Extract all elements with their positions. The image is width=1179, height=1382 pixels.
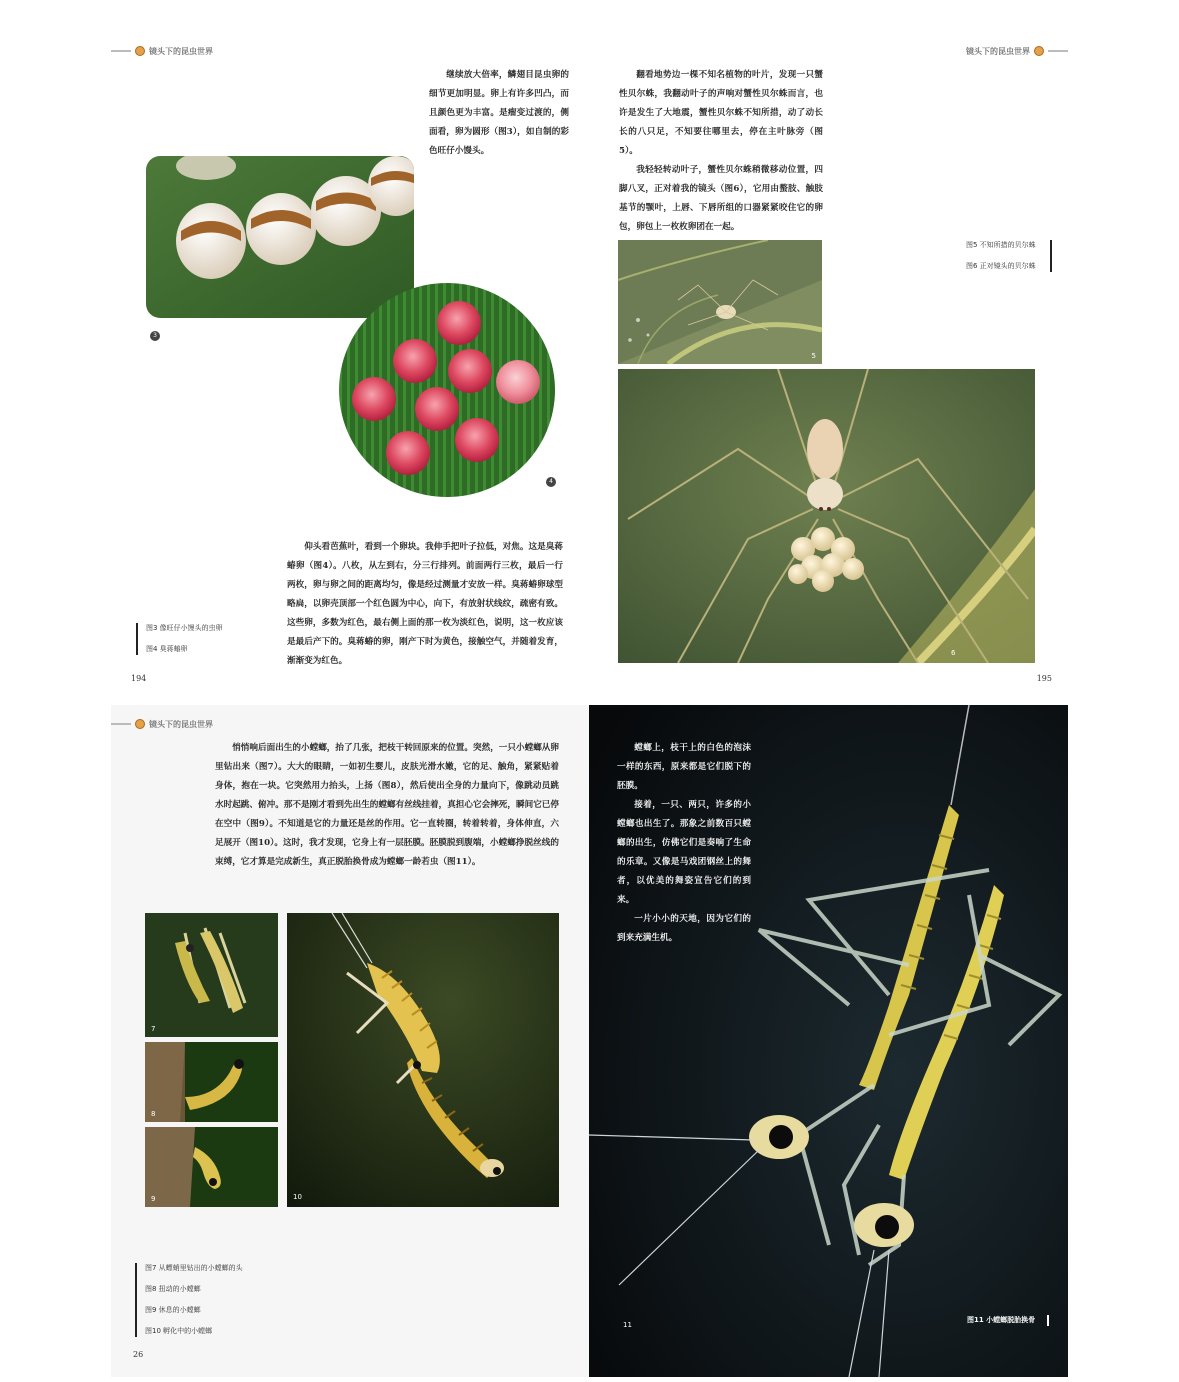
fig-number-7: 7 [151,1025,156,1033]
caption-fig6: 图6 正对镜头的贝尔蛛 [966,262,1036,270]
page-number-26: 26 [133,1350,144,1359]
photo-fig9-resting-mantis [145,1127,278,1207]
running-header-right: 镜头下的昆虫世界 [966,44,1068,58]
caption-fig10: 图10 孵化中的小螳螂 [145,1327,213,1335]
book-badge-icon [1034,46,1044,56]
caption-fig5: 图5 不知所措的贝尔蛛 [966,241,1036,249]
paragraph-mantis-birth: 螳螂上，枝干上的白色的泡沫一样的东西，原来都是它们脱下的胚膜。 接着，一只、两只，许多的小螳螂也出生了。那象之前数百只螳螂的出生，仿佛它们是奏响了生命的乐章。又像是马戏团钢丝上的舞者，以优美的舞姿宣告它们的到来。 一片小小的天地，因为它们的到来充满生机。 [617,743,751,943]
page-number-195: 195 [1036,674,1052,683]
fig-number-5: 5 [811,352,816,360]
spread-bottom-right-page [589,705,1068,1377]
running-header-left: 镜头下的昆虫世界 [111,44,213,58]
photo-fig5-spider-on-leaf [618,240,822,364]
caption-fig9: 图9 休息的小螳螂 [145,1306,201,1314]
caption-fig8: 图8 扭动的小螳螂 [145,1285,201,1293]
fig-number-10: 10 [293,1193,302,1201]
caption-fig7: 图7 从螵蛸里钻出的小螳螂的头 [145,1264,243,1272]
caption-fig11-text: 图11 小螳螂脱胎换骨 [967,1316,1036,1324]
book-badge-icon [135,46,145,56]
photo-fig6-spider-closeup [618,369,1035,663]
spread-top [111,40,1068,702]
running-header-left-2: 镜头下的昆虫世界 [111,717,213,731]
spread-bottom-left-page [111,705,589,1377]
caption-left-top [136,623,226,655]
photo-fig3-eggs [146,156,414,318]
fig-number-4: 4 [546,477,556,487]
photo-fig10-hatching-mantis [287,913,559,1207]
book-badge-icon [135,719,145,729]
caption-fig4: 图4 臭蒋蝽卵 [146,645,188,653]
caption-fig3: 图3 像旺仔小馒头的虫卵 [146,624,223,632]
page-number-194: 194 [131,674,147,683]
fig-number-8: 8 [151,1110,156,1118]
photo-fig7-hatchling-head [145,913,278,1037]
paragraph-spider: 翻看地势边一棵不知名植物的叶片，发现一只蟹性贝尔蛛，我翻动叶子的声响对蟹性贝尔蛛而言，也许是发生了大地震，蟹性贝尔蛛不知所措，动了动长长的八只足，不知要往哪里去，停在主叶脉旁（图5）。 我轻轻转动叶子，蟹性贝尔蛛稍微移动位置，四脚八叉，正对着我的镜头（图6），它用由螯肢、触肢基节的颚叶，上唇、下唇所组的口器紧紧咬住它的卵包，卵包上一枚枚卵团在一起。 [619,70,823,232]
paragraph-mantis-hatching: 悄悄响后面出生的小螳螂，抬了几张，把枝干转回原来的位置。突然，一只小螳螂从卵里钻出来（图7）。大大的眼睛，一如初生婴儿，皮肤光滑水嫩，它的足、触角，紧紧贴着身体，抱在一块。它突然用力抬头，上扬（图8），然后使出全身的力量向下，像跳动员跳水时起跳、俯冲。那不是刚才看到先出生的螳螂有丝线挂着，真担心它会摔死，瞬间它已停在空中（图9）。不知道是它的力量还是丝的作用。它一直转圈，转着转着，身体伸直，六足展开（图10）。这时，我才发现，它身上有一层胚膜。胚膜脱到腹端，小螳螂挣脱丝线的束缚，它才算是完成新生，真正脱胎换骨成为螳螂一龄若虫（图11）。 [215,743,559,867]
caption-spread2-left [135,1263,305,1337]
fig-number-9: 9 [151,1195,156,1203]
paragraph-eggs: 继续放大倍率，鳞翅目昆虫卵的细节更加明显。卵上有许多凹凸，而且颜色更为丰富。是瘤变过渡的，侧面看，卵为圆形（图3），如自制的彩色旺仔小馒头。 [429,70,569,156]
caption-fig11 [967,1315,1049,1326]
paragraph-stinkbug: 仰头看芭蕉叶，看到一个卵块。我伸手把叶子拉低，对焦。这是臭蒋蝽卵（图4）。八枚，从左到右，分三行排列。前面两行三枚，最后一行两枚，卵与卵之间的距离均匀，像是经过测量才安放一样。臭蒋蝽卵球型略扁，以卵壳顶部一个红色圆为中心，向下，有放射状线纹，疏密有致。这些卵，多数为红色，最右侧上面的那一枚为淡红色，说明，这一枚应该是最后产下的。臭蒋蝽的卵，刚产下时为黄色，接触空气，并随着发育，渐渐变为红色。 [287,542,563,666]
photo-fig8-wriggling-mantis [145,1042,278,1122]
photo-fig4-stinkbug-eggs [339,283,555,497]
fig-number-6: 6 [951,649,956,657]
fig-number-3: 3 [150,331,160,341]
fig-number-11: 11 [623,1321,632,1329]
caption-right-top [966,240,1052,272]
